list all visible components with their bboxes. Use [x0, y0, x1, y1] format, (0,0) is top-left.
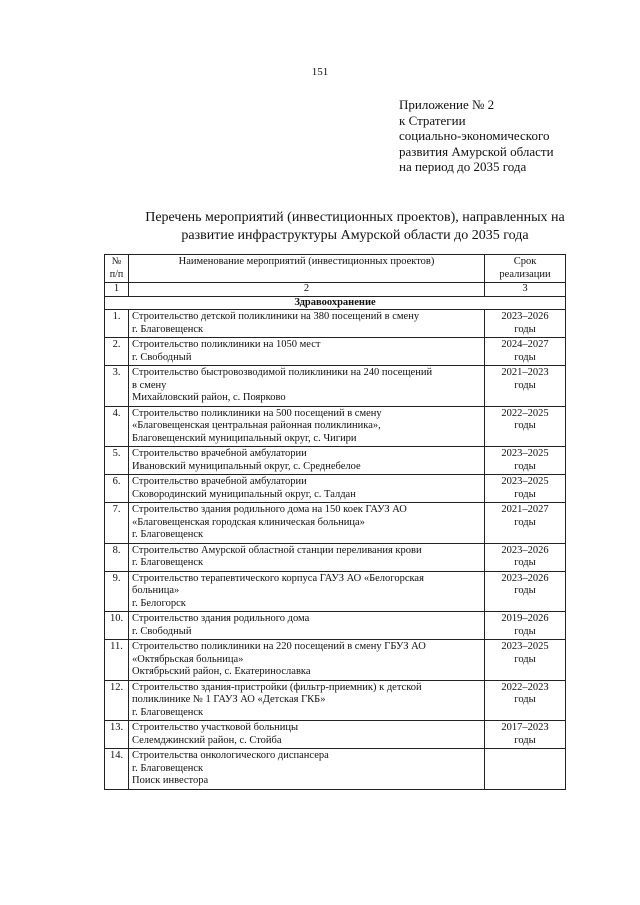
row-name — [129, 310, 485, 338]
column-index: 2 — [129, 283, 485, 297]
header-term — [485, 255, 566, 283]
row-name — [129, 640, 485, 681]
table-row — [105, 406, 566, 447]
row-term — [485, 338, 566, 366]
row-term — [485, 406, 566, 447]
row-term-line: 2023–2025 — [501, 448, 549, 459]
row-term-line: годы — [514, 379, 536, 391]
row-term-line: 2023–2025 — [501, 641, 549, 652]
row-name-line: Строительство терапевтического корпуса ГАУЗ АО «Белогорская — [132, 572, 424, 584]
row-name-line: г. Благовещенск — [132, 706, 204, 718]
row-term — [485, 475, 566, 503]
table-row — [105, 503, 566, 544]
row-name-line: Селемджинский район, с. Стойба — [132, 734, 282, 746]
row-term-line: годы — [514, 516, 536, 528]
header-name: Наименование мероприятий (инвестиционных проектов) — [129, 255, 485, 283]
section-title: Здравоохранение — [105, 296, 566, 310]
row-term-line: 2023–2026 — [501, 572, 549, 584]
row-term — [485, 366, 566, 407]
column-index-row — [105, 283, 566, 297]
row-term — [485, 680, 566, 721]
row-name — [129, 503, 485, 544]
table-row — [105, 749, 566, 790]
document-title — [120, 209, 590, 245]
row-name-line: Строительство участковой больницы — [132, 722, 299, 733]
appendix-line: социально-экономического — [399, 128, 550, 143]
row-term — [485, 543, 566, 571]
row-name-line: Поиск инвестора — [132, 775, 209, 786]
row-term-line: годы — [514, 585, 536, 596]
header-term-line: Срок — [513, 256, 537, 267]
table-row — [105, 310, 566, 338]
row-term-line: годы — [514, 420, 536, 431]
row-number: 8. — [105, 543, 129, 571]
row-term — [485, 503, 566, 544]
row-term-line: годы — [514, 557, 536, 568]
row-term-line: 2019–2026 — [501, 613, 549, 624]
row-term-line: 2023–2026 — [501, 544, 549, 556]
row-term — [485, 447, 566, 475]
row-term — [485, 721, 566, 749]
row-name — [129, 338, 485, 366]
table-row — [105, 571, 566, 612]
row-name-line: Строительство здания родильного дома на 150 коек ГАУЗ АО — [132, 504, 407, 515]
row-term — [485, 310, 566, 338]
table-row — [105, 543, 566, 571]
appendix-line: к Стратегии — [399, 112, 466, 128]
row-term-line: 2021–2023 — [501, 367, 549, 378]
row-term-line: годы — [514, 351, 536, 363]
row-name-line: «Октябрьская больница» — [132, 653, 244, 665]
row-term — [485, 749, 566, 790]
row-term-line: 2022–2025 — [501, 407, 549, 419]
table-row — [105, 612, 566, 640]
header-number-line: № — [111, 256, 122, 267]
row-term-line: годы — [514, 488, 536, 500]
table-row — [105, 475, 566, 503]
row-name-line: Строительство здания-пристройки (фильтр-приемник) к детской — [132, 681, 422, 693]
row-number: 9. — [105, 571, 129, 612]
row-term-line: годы — [514, 460, 536, 472]
row-name-line: г. Благовещенск — [132, 323, 204, 335]
row-name-line: г. Белогорск — [132, 597, 186, 609]
row-name-line: Михайловский район, с. Поярково — [132, 392, 286, 403]
row-name-line: г. Благовещенск — [132, 557, 204, 568]
events-table — [104, 254, 566, 790]
column-index: 1 — [105, 283, 129, 297]
title-line: Перечень мероприятий (инвестиционных проектов), направленных на — [145, 210, 565, 225]
row-name-line: «Благовещенская городская клиническая больница» — [132, 516, 365, 528]
row-name-line: Строительство поликлиники на 220 посещений в смену ГБУЗ АО — [132, 641, 426, 652]
row-name — [129, 612, 485, 640]
row-number: 11. — [105, 640, 129, 681]
row-term-line: годы — [514, 323, 536, 335]
row-number: 10. — [105, 612, 129, 640]
row-term — [485, 571, 566, 612]
row-term-line: 2023–2026 — [501, 311, 549, 322]
row-name-line: больница» — [132, 585, 180, 596]
row-number: 3. — [105, 366, 129, 407]
row-name-line: Октябрьский район, с. Екатеринославка — [132, 666, 311, 677]
row-number: 5. — [105, 447, 129, 475]
row-term-line: 2024–2027 — [501, 339, 549, 350]
table-header-row — [105, 255, 566, 283]
header-number-line: п/п — [109, 268, 124, 280]
row-number: 6. — [105, 475, 129, 503]
row-name — [129, 543, 485, 571]
row-term-line: 2017–2023 — [501, 722, 549, 733]
row-name-line: Благовещенский муниципальный округ, с. Чигири — [132, 432, 357, 444]
table-row — [105, 680, 566, 721]
row-name-line: Строительство быстровозводимой поликлиники на 240 посещений — [132, 367, 433, 378]
row-name — [129, 366, 485, 407]
table-row — [105, 338, 566, 366]
header-number — [105, 255, 129, 283]
row-number: 13. — [105, 721, 129, 749]
row-name-line: Строительство поликлиники на 1050 мест — [132, 339, 321, 350]
table-row — [105, 447, 566, 475]
row-name-line: Строительство здания родильного дома — [132, 613, 310, 624]
row-term — [485, 640, 566, 681]
table-row — [105, 640, 566, 681]
row-name-line: Ивановский муниципальный округ, с. Среднебелое — [132, 460, 361, 472]
row-name — [129, 571, 485, 612]
section-row — [105, 296, 566, 310]
row-name-line: Строительство Амурской областной станции переливания крови — [132, 544, 422, 556]
row-name-line: г. Свободный — [132, 351, 192, 363]
row-name-line: в смену — [132, 379, 167, 391]
row-name — [129, 447, 485, 475]
row-name-line: Строительства онкологического диспансера — [132, 750, 329, 761]
row-term-line: годы — [514, 625, 536, 637]
row-number: 12. — [105, 680, 129, 721]
row-name-line: Строительство поликлиники на 500 посещений в смену — [132, 407, 382, 419]
table-row — [105, 721, 566, 749]
row-name-line: Строительство врачебной амбулатории — [132, 448, 307, 459]
row-term-line: 2023–2025 — [501, 476, 549, 487]
table-row — [105, 366, 566, 407]
row-name-line: Строительство врачебной амбулатории — [132, 476, 307, 487]
appendix-line: развития Амурской области — [399, 143, 554, 159]
row-name-line: Строительство детской поликлиники на 380 посещений в смену — [132, 311, 420, 322]
row-number: 14. — [105, 749, 129, 790]
row-term-line: годы — [514, 694, 536, 705]
row-name-line: г. Благовещенск — [132, 529, 204, 540]
row-name — [129, 680, 485, 721]
row-name — [129, 406, 485, 447]
row-name — [129, 475, 485, 503]
row-name-line: Сковородинский муниципальный округ, с. Талдан — [132, 488, 356, 500]
row-name-line: «Благовещенская центральная районная поликлиника», — [132, 420, 381, 431]
row-term-line: годы — [514, 653, 536, 665]
row-name-line: поликлинике № 1 ГАУЗ АО «Детская ГКБ» — [132, 694, 326, 705]
row-name — [129, 749, 485, 790]
row-number: 2. — [105, 338, 129, 366]
row-term-line: 2022–2023 — [501, 681, 549, 693]
row-term-line: 2021–2027 — [501, 504, 549, 515]
row-name-line: г. Благовещенск — [132, 762, 204, 774]
appendix-line: на период до 2035 года — [399, 159, 527, 174]
appendix-header — [399, 97, 554, 175]
row-name-line: г. Свободный — [132, 625, 192, 637]
column-index: 3 — [485, 283, 566, 297]
row-term-line: годы — [514, 734, 536, 746]
row-number: 4. — [105, 406, 129, 447]
row-number: 7. — [105, 503, 129, 544]
title-line: развитие инфраструктуры Амурской области до 2035 года — [181, 228, 529, 243]
appendix-line: Приложение № 2 — [399, 97, 495, 112]
row-number: 1. — [105, 310, 129, 338]
page-number: 151 — [311, 66, 329, 78]
row-name — [129, 721, 485, 749]
header-term-line: реализации — [499, 268, 551, 280]
row-term — [485, 612, 566, 640]
